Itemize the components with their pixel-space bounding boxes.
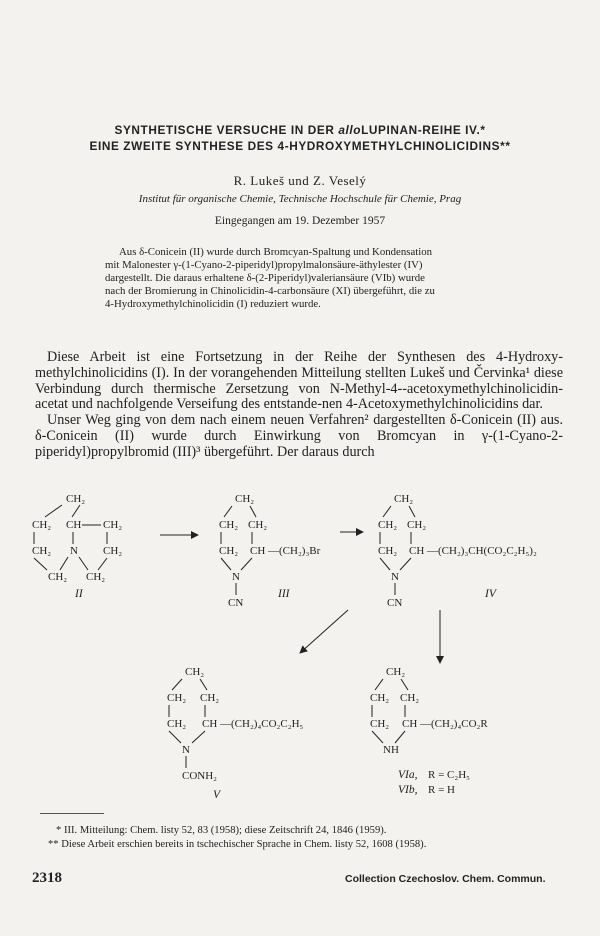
- compound-VI: [370, 666, 488, 796]
- substituent: —(CH₂)₃Br: [268, 545, 321, 557]
- abstract-line: 4-Hydroxymethylchinolicidin (I) reduziert wurde.: [105, 298, 321, 311]
- label-VIb-r: R = H: [428, 784, 455, 796]
- reaction-scheme: [0, 485, 600, 815]
- atom-ch2: CH₂: [248, 519, 268, 531]
- atom-ch2: CH₂: [32, 519, 52, 531]
- arrow-IV-V: [300, 610, 348, 653]
- substituent: —(CH₂)₄CO₂C₂H₅: [220, 718, 304, 730]
- atom-ch2: CH₂: [378, 545, 398, 557]
- label-IV: IV: [485, 588, 496, 600]
- atom-n: N: [70, 545, 78, 557]
- footnote-2: ** Diese Arbeit erschien bereits in tschechischer Sprache in Chem. listy 52, 1608 (1958).: [48, 839, 427, 850]
- atom-ch2: CH₂: [167, 718, 187, 730]
- compound-III: [219, 493, 321, 609]
- received-date: Eingegangen am 19. Dezember 1957: [214, 215, 386, 227]
- label-VIb: VIb,: [398, 784, 418, 796]
- label-V: V: [213, 789, 221, 801]
- atom-ch2: CH₂: [103, 545, 123, 557]
- compound-IV: [378, 493, 537, 609]
- atom-ch2: CH₂: [378, 519, 398, 531]
- article-title: [20, 122, 580, 154]
- authors: R. Lukeš und Z. Veselý: [233, 173, 367, 188]
- atom-ch: CH: [409, 545, 425, 557]
- atom-cn: CN: [228, 597, 244, 609]
- footnote-divider: [40, 813, 104, 814]
- compound-V: [167, 666, 304, 801]
- atom-ch: CH: [202, 718, 218, 730]
- atom-ch2: CH₂: [235, 493, 255, 505]
- atom-ch2: CH₂: [185, 666, 205, 678]
- atom-ch2: CH₂: [200, 692, 220, 704]
- title-line-2: EINE ZWEITE SYNTHESE DES 4-HYDROXYMETHYLCHINOLICIDINS**: [89, 139, 511, 153]
- paragraph-1: Diese Arbeit ist eine Fortsetzung in der Reihe der Synthesen des 4-Hydroxy-methylchinolicidins (I). In der vorangehenden Mitteilung stellten Lukeš und Červinka¹ diese Verbindung durch thermische Zersetzung von N-Methyl-4--acetoxymethylchinolicidin-acetat und nachfolgende Verseifung des entstande-nen 4-Acetoxymethylchinolicidins dar.: [35, 349, 563, 413]
- atom-ch2: CH₂: [394, 493, 414, 505]
- atom-ch2: CH₂: [400, 692, 420, 704]
- atom-nh: NH: [383, 744, 399, 756]
- body-text: [35, 350, 563, 461]
- atom-ch2: CH₂: [370, 692, 390, 704]
- abstract-line: dargestellt. Die daraus erhaltene δ-(2-Piperidyl)valeriansäure (VIb) wurde: [105, 272, 425, 285]
- atom-ch2: CH₂: [386, 666, 406, 678]
- journal-name: Collection Czechoslov. Chem. Commun.: [345, 873, 546, 885]
- abstract: [105, 246, 503, 311]
- atom-cn: CN: [387, 597, 403, 609]
- institute: Institut für organische Chemie, Technische Hochschule für Chemie, Prag: [138, 193, 462, 205]
- abstract-line: nach der Bromierung in Chinolicidin-4-carbonsäure (XI) übergeführt, die zu: [105, 285, 435, 298]
- atom-ch2: CH₂: [86, 571, 106, 583]
- atom-ch2: CH₂: [219, 519, 239, 531]
- atom-ch: CH: [250, 545, 266, 557]
- footnotes: [42, 824, 582, 852]
- label-III: III: [278, 588, 290, 600]
- atom-ch2: CH₂: [32, 545, 52, 557]
- abstract-line: Aus δ-Conicein (II) wurde durch Bromcyan-Spaltung und Kondensation: [119, 246, 433, 258]
- atom-ch: CH: [66, 519, 82, 531]
- atom-ch: CH: [402, 718, 418, 730]
- atom-ch2: CH₂: [370, 718, 390, 730]
- atom-ch2: CH₂: [103, 519, 123, 531]
- substituent: —(CH₂)₄CO₂R: [420, 718, 488, 730]
- atom-n: N: [182, 744, 190, 756]
- substituent: —(CH₂)₃CH(CO₂C₂H₅)₂: [427, 545, 537, 557]
- atom-ch2: CH₂: [66, 493, 86, 505]
- label-VIa: VIa,: [398, 769, 418, 781]
- atom-ch2: CH₂: [219, 545, 239, 557]
- atom-n: N: [391, 571, 399, 583]
- compound-II: [32, 493, 122, 600]
- label-VIa-r: R = C₂H₅: [428, 769, 470, 781]
- paragraph-2: Unser Weg ging von dem nach einem neuen Verfahren² dargestellten δ-Conicein (II) aus. δ-Conicein (II) wurde durch Einwirkung von Bromcyan in γ-(1-Cyano-2-piperidyl)propylbromid (III)³ übergeführt. Der daraus durch: [35, 412, 563, 460]
- abstract-line: mit Malonester γ-(1-Cyano-2-piperidyl)propylmalonsäure-äthylester (IV): [105, 259, 423, 272]
- atom-ch2: CH₂: [48, 571, 68, 583]
- label-II: II: [75, 588, 83, 600]
- title-line-1: SYNTHETISCHE VERSUCHE IN DER alloLUPINAN-REIHE IV.*: [114, 123, 486, 137]
- atom-ch2: CH₂: [407, 519, 427, 531]
- atom-n: N: [232, 571, 240, 583]
- footnote-1: * III. Mitteilung: Chem. listy 52, 83 (1958); diese Zeitschrift 24, 1846 (1959).: [56, 825, 387, 836]
- atom-ch2: CH₂: [167, 692, 187, 704]
- atom-conh2: CONH₂: [182, 770, 218, 782]
- page-number: 2318: [32, 870, 62, 886]
